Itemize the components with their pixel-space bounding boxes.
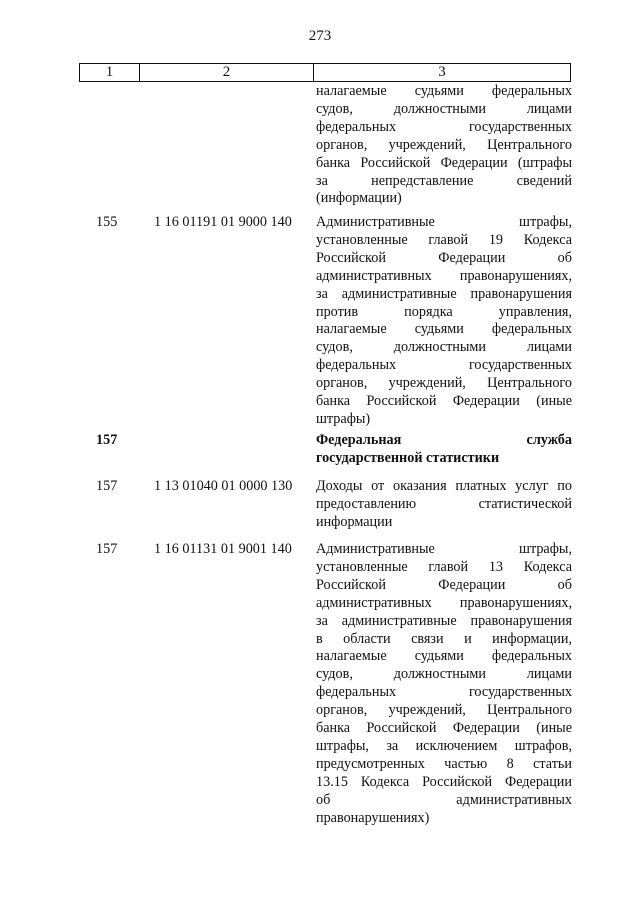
page-number: 273 [308, 28, 332, 44]
table-header-col-2: 2 [140, 64, 314, 81]
description-line: органов, учреждений, Центрального [316, 136, 572, 153]
description-line: за административные правонарушения [316, 612, 572, 629]
row-code: 1 16 01191 01 9000 140 [154, 214, 292, 230]
description-line: против порядка управления, [316, 303, 572, 320]
description-line: за непредставление сведений [316, 172, 572, 189]
description-line: Административные штрафы, [316, 541, 572, 557]
description-line: административных правонарушениях, [316, 594, 572, 611]
description-line: Российской Федерации об [316, 576, 572, 593]
description-line: органов, учреждений, Центрального [316, 375, 572, 392]
table-header-col-1: 1 [80, 64, 140, 81]
row-number: 157 [96, 478, 118, 494]
description-line: Российской Федерации об [316, 249, 572, 266]
description-line: федеральных государственных [316, 118, 572, 135]
description-line: штрафы) [316, 410, 371, 427]
description-line: установленные главой 13 Кодекса [316, 558, 572, 575]
description-line: банка Российской Федерации (штрафы [316, 154, 572, 171]
row-number: 155 [96, 214, 118, 230]
description-line: судов, должностными лицами [316, 100, 572, 117]
description-line: банка Российской Федерации (иные [316, 720, 572, 737]
description-line: судов, должностными лицами [316, 666, 572, 683]
row-description [316, 83, 572, 208]
row-number: 157 [96, 541, 118, 557]
table-header [79, 63, 571, 82]
row-code: 1 13 01040 01 0000 130 [154, 478, 293, 494]
description-line: государственной статистики [316, 449, 500, 466]
description-line: Доходы от оказания платных услуг по [316, 478, 572, 494]
description-line: (информации) [316, 190, 402, 207]
description-line: предоставлению статистической [316, 495, 572, 512]
description-line: налагаемые судьями федеральных [316, 83, 572, 99]
description-line: об административных [316, 791, 572, 808]
row-code: 1 16 01131 01 9001 140 [154, 541, 292, 557]
row-description [316, 432, 572, 468]
row-description [316, 214, 572, 429]
description-line: правонарушениях) [316, 809, 430, 826]
description-line: налагаемые судьями федеральных [316, 648, 572, 665]
description-line: 13.15 Кодекса Российской Федерации [316, 773, 572, 790]
description-line: предусмотренных частью 8 статьи [316, 755, 572, 772]
description-line: за административные правонарушения [316, 285, 572, 302]
description-line: информации [316, 513, 393, 530]
table-header-col-3: 3 [438, 64, 446, 80]
description-line: штрафы, за исключением штрафов, [316, 737, 572, 754]
description-line: судов, должностными лицами [316, 339, 572, 356]
description-line: Федеральная служба [316, 432, 572, 448]
description-line: в области связи и информации, [316, 630, 572, 647]
description-line: Административные штрафы, [316, 214, 572, 230]
description-line: банка Российской Федерации (иные [316, 393, 572, 410]
description-line: административных правонарушениях, [316, 267, 572, 284]
description-line: федеральных государственных [316, 357, 572, 374]
description-line: налагаемые судьями федеральных [316, 321, 572, 338]
row-description [316, 541, 572, 828]
description-line: установленные главой 19 Кодекса [316, 231, 572, 248]
row-description [316, 478, 572, 532]
row-number: 157 [96, 432, 118, 448]
description-line: органов, учреждений, Центрального [316, 702, 572, 719]
description-line: федеральных государственных [316, 684, 572, 701]
